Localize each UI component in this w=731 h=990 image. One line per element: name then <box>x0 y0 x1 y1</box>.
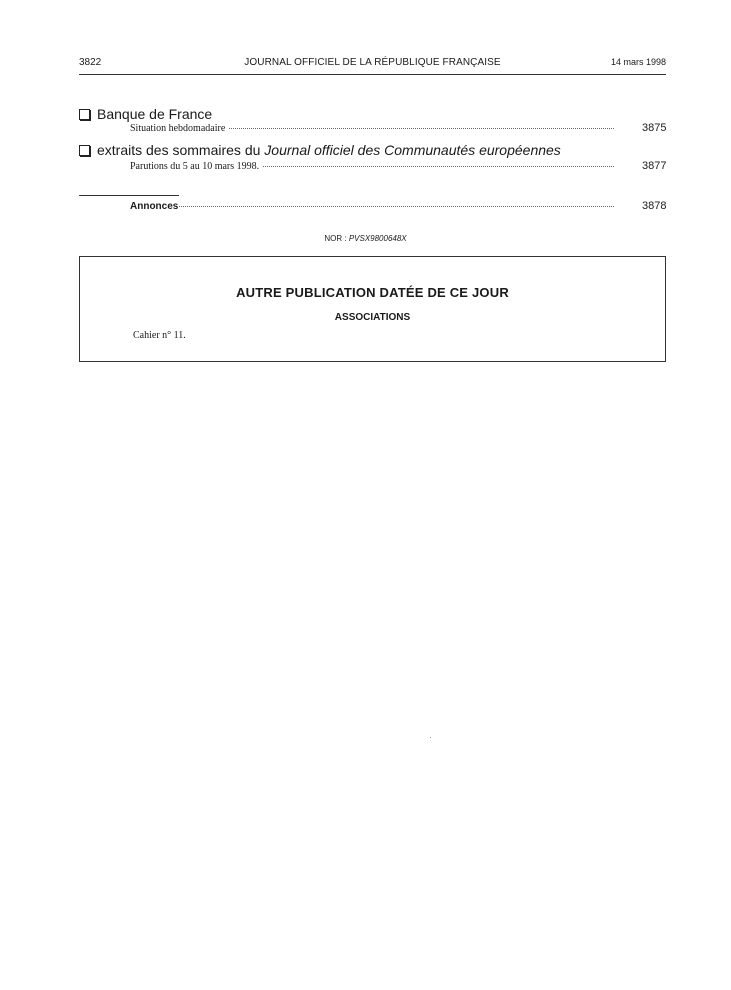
toc-entry-label: Annonces <box>130 201 179 212</box>
section-title <box>97 142 561 158</box>
box-title: AUTRE PUBLICATION DATÉE DE CE JOUR <box>236 285 509 300</box>
nor-prefix: NOR : <box>324 234 349 243</box>
dot-leader <box>229 128 614 129</box>
dot-leader <box>263 166 614 167</box>
annonces-rule <box>79 195 179 196</box>
toc-entry-label: Situation hebdomadaire <box>130 123 226 134</box>
toc-entry-situation-hebdomadaire[interactable] <box>130 122 666 134</box>
section-title-prefix: extraits des sommaires du <box>97 142 265 158</box>
toc-entry-annonces[interactable] <box>130 200 666 212</box>
page-header <box>79 57 666 71</box>
toc-section-banque-de-france <box>79 106 212 122</box>
nor-reference <box>0 234 731 243</box>
section-title: Banque de France <box>97 106 213 122</box>
toc-entry-label: Parutions du 5 au 10 mars 1998. <box>130 161 260 172</box>
journal-title: JOURNAL OFFICIEL DE LA RÉPUBLIQUE FRANÇAISE <box>244 57 501 68</box>
header-rule <box>79 74 666 75</box>
dot-leader <box>179 206 614 207</box>
issue-date: 14 mars 1998 <box>610 57 666 67</box>
toc-entry-page: 3875 <box>642 122 667 134</box>
section-title-italic: Journal officiel des Communautés européennes <box>264 142 561 158</box>
toc-section-extraits <box>79 142 561 158</box>
box-subtitle: ASSOCIATIONS <box>334 312 411 323</box>
toc-entry-page: 3878 <box>642 200 667 212</box>
toc-entry-parutions[interactable] <box>130 160 666 172</box>
checkbox-icon <box>79 109 90 120</box>
nor-code: PVSX9800648X <box>348 234 407 243</box>
page-number: 3822 <box>79 57 102 68</box>
other-publication-box <box>79 256 666 362</box>
toc-entry-page: 3877 <box>642 160 667 172</box>
box-note: Cahier n° 11. <box>133 330 186 341</box>
checkbox-icon <box>79 145 90 156</box>
scan-speck <box>430 737 431 738</box>
